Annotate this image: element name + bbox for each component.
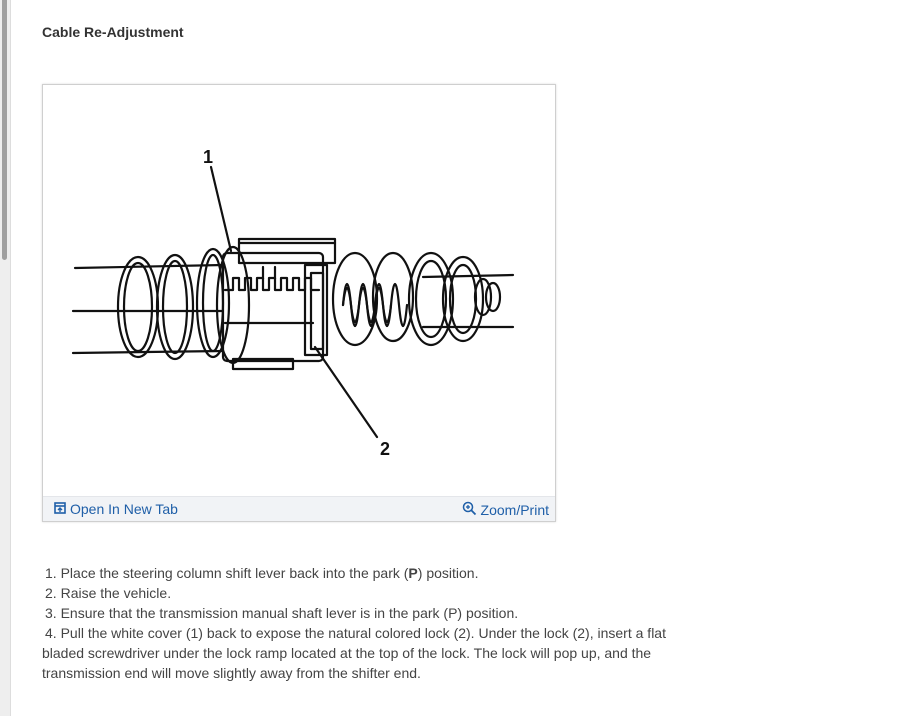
zoom-in-icon	[462, 501, 477, 519]
step-text: Raise the vehicle.	[60, 585, 172, 601]
cable-lock-illustration	[43, 85, 555, 497]
open-in-new-tab-label: Open In New Tab	[70, 501, 178, 517]
open-new-tab-icon	[54, 501, 66, 517]
step-number: 1.	[45, 565, 57, 581]
section-title: Cable Re-Adjustment	[42, 24, 184, 40]
step-3	[42, 603, 672, 623]
zoom-print-label: Zoom/Print	[480, 502, 549, 518]
open-in-new-tab-link[interactable]	[54, 501, 178, 517]
step-4	[42, 623, 672, 683]
step-bold-text: P	[408, 565, 418, 581]
step-text: Place the steering column shift lever back into the park (	[60, 565, 409, 581]
cut-off-link-row	[42, 0, 562, 2]
callout-label-2: 2	[380, 439, 391, 459]
step-number: 4.	[45, 625, 57, 641]
step-1	[42, 563, 672, 583]
zoom-print-link[interactable]	[462, 501, 549, 519]
step-text: Pull the white cover (1) back to expose the natural colored lock (2). Under the lock (2), insert a flat bladed screwdriver under the lock ramp located at the top of the lock. The lock will pop up, and the transmission end will move slightly away from the shifter end.	[42, 625, 666, 681]
step-2	[42, 583, 672, 603]
step-number: 3.	[45, 605, 57, 621]
step-number: 2.	[45, 585, 57, 601]
step-text: Ensure that the transmission manual shaft lever is in the park (P) position.	[60, 605, 519, 621]
callout-label-1: 1	[203, 147, 214, 167]
step-text: ) position.	[417, 565, 479, 581]
figure-container	[42, 84, 556, 522]
figure-toolbar	[43, 496, 555, 521]
instruction-steps	[42, 563, 672, 683]
vertical-scrollbar[interactable]	[0, 0, 11, 716]
scrollbar-thumb[interactable]	[2, 0, 7, 260]
